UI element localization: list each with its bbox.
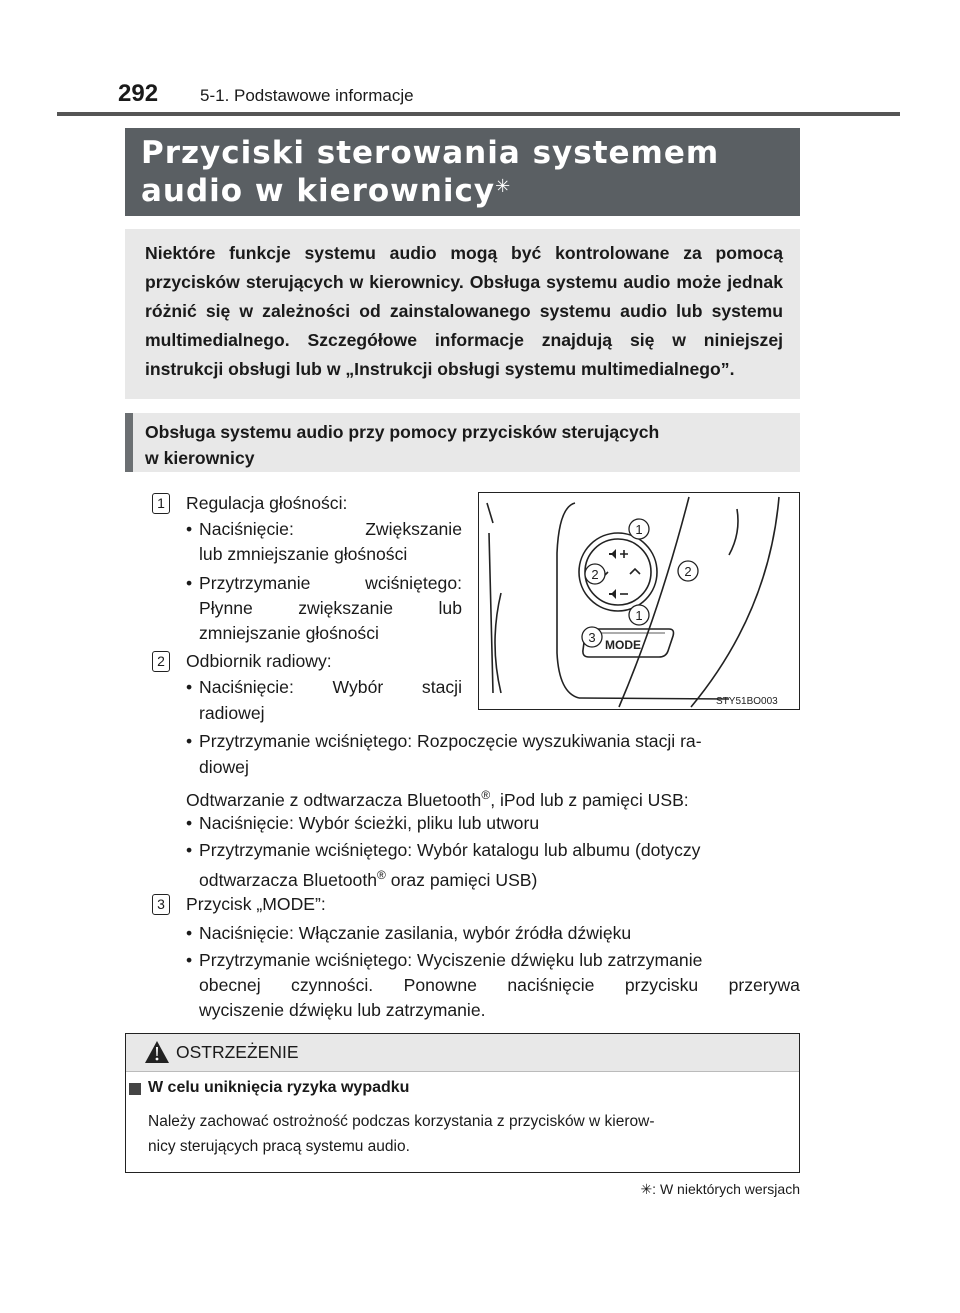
playback-title-a: Odtwarzanie z odtwarzacza Bluetooth (186, 789, 482, 810)
page-title (141, 134, 719, 210)
radio-hold-line-2: diowej (199, 757, 249, 777)
playback-hold-line-2 (199, 864, 537, 892)
warning-text-line-2: nicy sterujących pracą systemu audio. (148, 1138, 410, 1155)
mode-hold-line-3: wyciszenie dźwięku lub zatrzymanie. (199, 1000, 486, 1020)
footnote (640, 1181, 800, 1198)
mode-hold-line-1: Przytrzymanie wciśniętego: Wyciszenie dźwięku lub zatrzymanie (199, 950, 703, 970)
figure-code: STY51BO003 (716, 696, 778, 707)
word: stacji (421, 677, 462, 697)
word: Naciśnięcie: (199, 677, 294, 697)
word: obecnej (199, 975, 261, 995)
warning-text-line-1: Należy zachować ostrożność podczas korzystania z przycisków w kierow- (148, 1113, 655, 1130)
section-title: 5-1. Podstawowe informacje (200, 86, 414, 105)
warning-header (126, 1034, 799, 1072)
subheading (133, 413, 800, 471)
word: lub (438, 598, 462, 618)
asterisk-mark: ✳ (495, 176, 512, 197)
steering-controls-figure (478, 492, 800, 710)
radio-title: Odbiornik radiowy: (186, 651, 332, 671)
word: Wybór (332, 677, 384, 697)
word: przycisku (624, 975, 699, 995)
warning-triangle-icon (144, 1040, 170, 1064)
playback-hold-line-1: Przytrzymanie wciśniętego: Wybór katalogu lub albumu (dotyczy (199, 840, 701, 860)
word: czynności. (291, 975, 374, 995)
warning-title: OSTRZEŻENIE (176, 1042, 299, 1062)
mode-hold-line-2 (199, 974, 800, 997)
warning-heading: W celu uniknięcia ryzyka wypadku (148, 1079, 410, 1096)
bullet: • (186, 923, 193, 943)
bullet: • (186, 677, 193, 697)
word: Naciśnięcie: (199, 519, 294, 539)
intro-box (125, 229, 800, 399)
registered-mark: ® (377, 868, 386, 882)
item-number-1: 1 (152, 493, 170, 514)
title-line-1: Przyciski sterowania systemem (141, 135, 720, 171)
header-rule (57, 112, 900, 116)
footnote-mark: ✳ (640, 1181, 653, 1197)
radio-press-line-2: radiowej (199, 703, 265, 723)
volume-title: Regulacja głośności: (186, 493, 348, 513)
word: Przytrzymanie (199, 573, 311, 593)
registered-mark: ® (481, 788, 491, 802)
mode-title: Przycisk „MODE”: (186, 894, 326, 914)
word: wciśniętego: (365, 573, 462, 593)
bullet: • (186, 519, 193, 539)
volume-press-line-1 (199, 518, 462, 541)
bullet: • (186, 840, 193, 860)
footnote-text: : W niektórych wersjach (652, 1181, 800, 1197)
radio-press-line-1 (199, 676, 462, 699)
word: zwiększanie (298, 598, 394, 618)
warning-box (125, 1033, 800, 1173)
callout-2-left: 2 (591, 567, 599, 582)
callout-1-top: 1 (635, 522, 643, 537)
bullet: • (186, 950, 193, 970)
bullet: • (186, 813, 193, 833)
page-number: 292 (118, 80, 159, 107)
callout-3: 3 (588, 630, 596, 645)
title-line-2 (141, 172, 719, 210)
intro-text: Niektóre funkcje systemu audio mogą być kontrolowane za pomocą przycisków sterujących w kierownicy. Obsługa systemu audio może jednak różnić się w zależności od zainstalowanego systemu audio lub systemu multimedialnego. Szczegółowe informacje znajdują się w niniejszej instrukcji obsługi lub w „Instrukcji obsługi systemu multimedialnego”. (145, 243, 783, 379)
title-line-2-text: audio w kierownicy (141, 173, 496, 209)
bullet: • (186, 731, 193, 751)
subheading-line-1: Obsługa systemu audio przy pomocy przycisków sterujących (145, 422, 660, 442)
volume-press-word: Zwiększanie (365, 519, 462, 539)
word: Ponowne (403, 975, 477, 995)
subheading-line-2: w kierownicy (145, 448, 255, 468)
mode-press: Naciśnięcie: Włączanie zasilania, wybór źródła dźwięku (199, 923, 632, 943)
volume-hold-line-2 (199, 597, 462, 620)
title-bar (125, 128, 800, 216)
bullet: • (186, 573, 193, 593)
item-number-2: 2 (152, 651, 170, 672)
steering-wheel-illustration (479, 493, 799, 709)
volume-hold-line-1 (199, 572, 462, 595)
word: Płynne (199, 598, 253, 618)
square-bullet-icon (129, 1083, 141, 1095)
playback-title-b: , iPod lub z pamięci USB: (490, 789, 689, 810)
word: naciśnięcie (507, 975, 595, 995)
callout-1-bottom: 1 (635, 608, 643, 623)
mode-label: MODE (605, 638, 641, 652)
item-number-3: 3 (152, 894, 170, 915)
playback-hold-b: oraz pamięci USB) (385, 869, 538, 890)
radio-hold-line-1: Przytrzymanie wciśniętego: Rozpoczęcie wyszukiwania stacji ra- (199, 731, 702, 751)
warning-text (148, 1109, 655, 1159)
playback-press: Naciśnięcie: Wybór ścieżki, pliku lub utworu (199, 813, 540, 833)
subheading-box (125, 413, 800, 472)
word: przerywa (728, 975, 800, 995)
playback-hold-a: odtwarzacza Bluetooth (199, 869, 377, 890)
playback-title (186, 784, 689, 812)
volume-hold-line-3: zmniejszanie głośności (199, 623, 379, 643)
volume-press-line-2: lub zmniejszanie głośności (199, 544, 408, 564)
callout-2-right: 2 (684, 564, 692, 579)
